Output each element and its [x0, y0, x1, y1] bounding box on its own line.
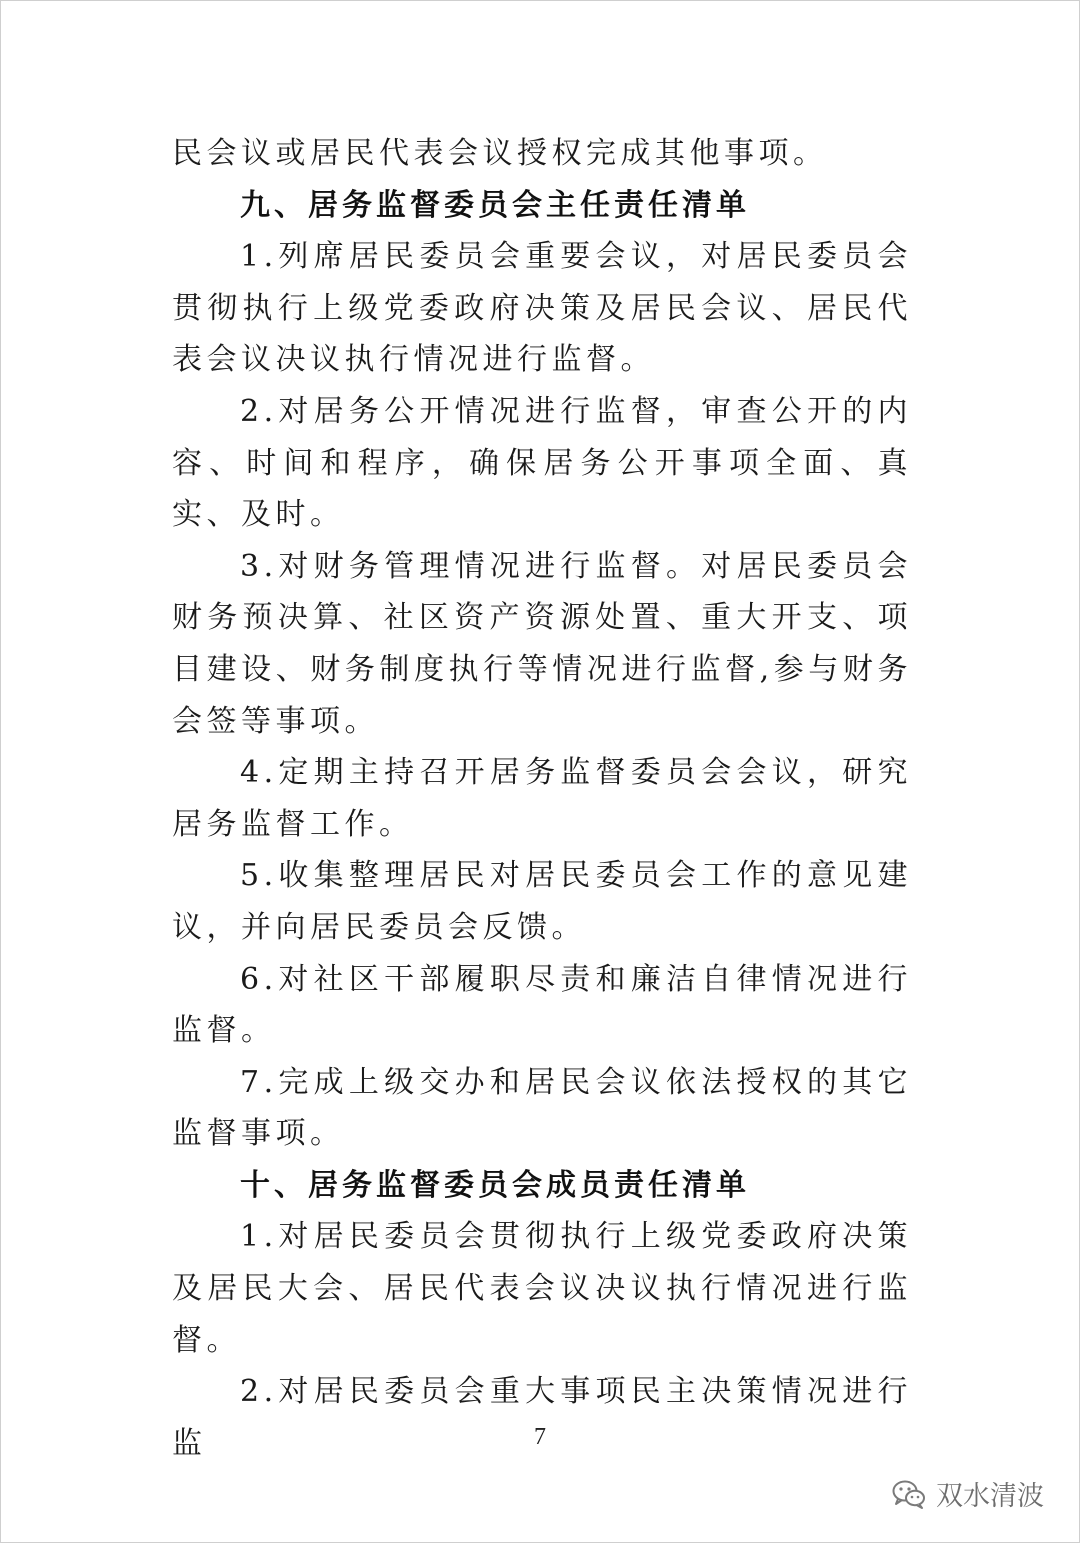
watermark: [892, 1474, 1044, 1513]
section-heading-10: 十、居务监督委员会成员责任清单: [240, 1167, 750, 1203]
wechat-icon: [892, 1479, 926, 1509]
paragraph-continuation: 民会议或居民代表会议授权完成其他事项。: [172, 136, 828, 171]
section-heading-9: 九、居务监督委员会主任责任清单: [240, 187, 750, 223]
list-item: 1.列席居民委员会重要会议，对居民委员会贯彻执行上级党委政府决策及居民会议、居民代表会议决议执行情况进行监督。: [172, 239, 912, 378]
list-item: 1.对居民委员会贯彻执行上级党委政府决策及居民大会、居民代表会议决议执行情况进行监督。: [172, 1219, 912, 1358]
list-item: 7.完成上级交办和居民会议依法授权的其它监督事项。: [172, 1064, 912, 1152]
list-item: 6.对社区干部履职尽责和廉洁自律情况进行监督。: [172, 961, 912, 1049]
list-item: 2.对居民委员会重大事项民主决策情况进行监: [172, 1374, 912, 1461]
list-item: 2.对居务公开情况进行监督，审查公开的内容、时间和程序，确保居务公开事项全面、真实、及时。: [172, 393, 912, 533]
watermark-text: 双水清波: [936, 1481, 1044, 1512]
list-item: 5.收集整理居民对居民委员会工作的意见建议，并向居民委员会反馈。: [172, 858, 912, 945]
list-item: 4.定期主持召开居务监督委员会会议，研究居务监督工作。: [172, 755, 912, 842]
page-number: 7: [534, 1424, 546, 1450]
list-item: 3.对财务管理情况进行监督。对居民委员会财务预决算、社区资产资源处置、重大开支、项目建设、财务制度执行等情况进行监督,参与财务会签等事项。: [172, 548, 912, 739]
document-body: [172, 128, 912, 1469]
